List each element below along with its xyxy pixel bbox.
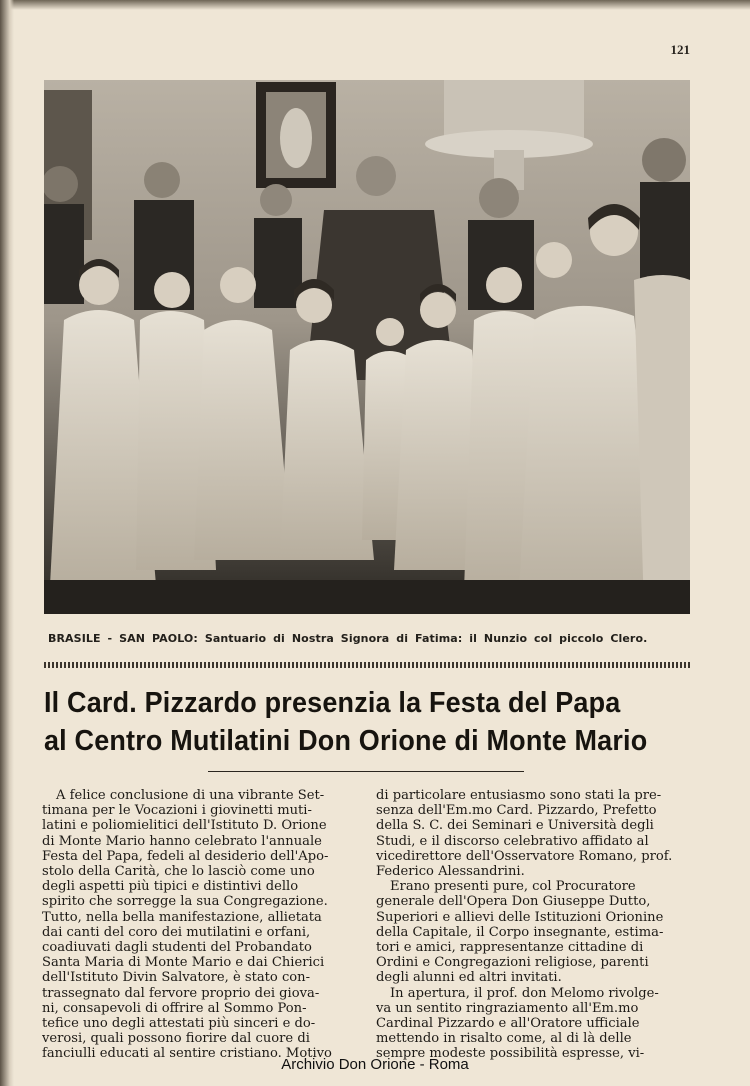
text-line: Ordini e Congregazioni religiose, parenti [376,955,649,971]
text-line: sempre modeste possibilità espresse, vi- [376,1046,645,1062]
photo-caption: BRASILE - SAN PAOLO: Santuario di Nostra Signora di Fatima: il Nunzio col piccolo Clero. [48,632,648,645]
article-column-left [42,788,358,1062]
article-title-line-2: al Centro Mutilatini Don Orione di Monte Mario [44,725,648,757]
group-photo [44,80,690,614]
text-line: senza dell'Em.mo Card. Pizzardo, Prefetto [376,803,657,819]
text-line: Santa Maria di Monte Mario e dai Chierici [42,955,325,971]
text-line: latini e poliomielitici dell'Istituto D. Orione [42,818,327,834]
text-line: trassegnato dal fervore proprio dei giova- [42,985,320,1001]
text-line: generale dell'Opera Don Giuseppe Dutto, [376,894,651,910]
page-top-edge [0,0,750,10]
text-line: di Monte Mario hanno celebrato l'annuale [42,833,322,849]
text-line: Studi, e il discorso celebrativo affidato al [376,833,649,849]
text-line: verosi, quali possono fiorire dal cuore di [42,1031,310,1047]
article-title [44,684,649,760]
dotted-divider [44,662,690,668]
text-line: Superiori e allievi delle Istituzioni Orionine [376,909,664,925]
text-line: vicedirettore dell'Osservatore Romano, prof. [376,848,673,864]
text-line: tori e amici, rappresentanze cittadine di [376,940,644,956]
text-line: Tutto, nella bella manifestazione, allietata [42,909,322,925]
title-underline [208,771,524,772]
text-line: degli alunni ed altri invitati. [376,970,562,986]
text-line: mettendo in risalto come, al di là delle [376,1031,632,1047]
text-line: ni, consapevoli di offrire al Sommo Pon- [42,1000,307,1016]
text-line: coadiuvati dagli studenti del Probandato [42,940,312,956]
text-line: della Capitale, il Corpo insegnante, estima- [376,924,664,940]
text-line: spirito che sorregge la sua Congregazione. [42,894,328,910]
page-binding-shadow [0,0,14,1086]
text-line: dell'Istituto Divin Salvatore, è stato con- [42,970,311,986]
text-line: In apertura, il prof. don Melomo rivolge- [390,985,659,1001]
article-column-right [376,788,694,1062]
text-line: Cardinal Pizzardo e all'Oratore ufficiale [376,1016,640,1032]
text-line: A felice conclusione di una vibrante Set- [56,788,325,803]
text-line: Festa del Papa, fedeli al desiderio dell'Apo- [42,848,329,864]
text-line: fanciulli educati al sentire cristiano. Motivo [42,1046,332,1062]
group-photo-image [44,80,690,614]
text-line: tefice uno degli attestati più sinceri e do- [42,1016,316,1032]
page-number: 121 [670,42,690,57]
text-line: timana per le Vocazioni i giovinetti muti- [42,803,312,819]
text-line: degli aspetti più tipici e distintivi dello [42,879,299,895]
text-line: Federico Alessandrini. [376,864,525,880]
text-line: stolo della Carità, che lo lasciò come uno [42,864,315,880]
text-line: di particolare entusiasmo sono stati la pre- [376,788,662,803]
text-line: della S. C. dei Seminari e Università degli [376,818,654,834]
text-line: va un sentito ringraziamento all'Em.mo [376,1000,639,1016]
archive-watermark-label: Archivio Don Orione - Roma [281,1056,469,1073]
text-line: Erano presenti pure, col Procuratore [390,879,636,895]
text-line: dai canti del coro dei mutilatini e orfani, [42,924,311,940]
article-title-line-1: Il Card. Pizzardo presenzia la Festa del Papa [44,687,621,719]
